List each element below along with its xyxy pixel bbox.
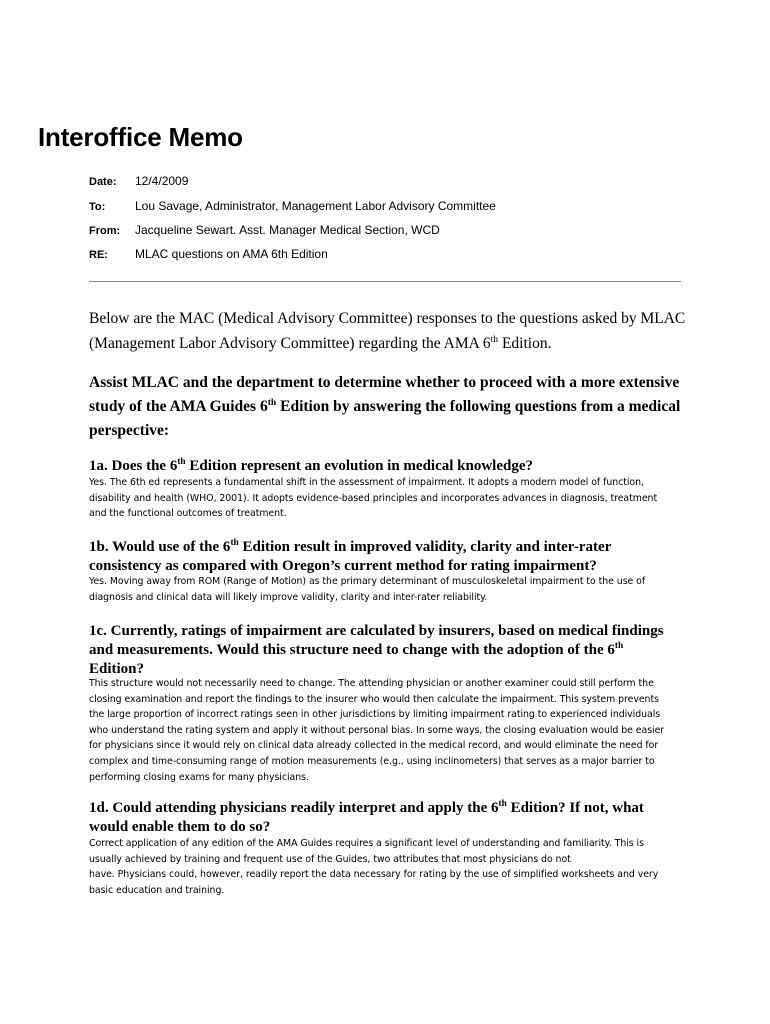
superscript: th	[490, 333, 499, 345]
assist-text: study of the AMA Guides 6	[89, 398, 268, 415]
header-divider	[89, 281, 681, 282]
question-text: Edition result in improved validity, clarity and inter-rater	[238, 539, 612, 555]
from-row	[89, 223, 440, 237]
re-label: RE:	[89, 249, 108, 261]
assist-line	[89, 395, 689, 419]
answer-line: Yes. Moving away from ROM (Range of Motion) as the primary determinant of musculoskeletal impairment to the use of	[89, 576, 646, 587]
answer-line: closing examination and report the findings to the insurer who would then calculate the impairment. This system prevents	[89, 693, 659, 705]
question-1a	[89, 457, 689, 476]
date-value: 12/4/2009	[135, 174, 189, 188]
question-line: would enable them to do so?	[89, 819, 271, 835]
date-row	[89, 174, 188, 188]
assist-line: perspective:	[89, 422, 170, 439]
question-1b	[89, 538, 689, 576]
answer-line: disability and health (WHO, 2001). It adopts evidence-based principles and incorporates advances in diagnosis, treatment	[89, 492, 658, 504]
question-1c	[89, 622, 689, 679]
question-line: 1c. Currently, ratings of impairment are calculated by insurers, based on medical findings	[89, 623, 664, 639]
memo-title: Interoffice Memo	[38, 122, 243, 152]
answer-line: have. Physicians could, however, readily report the data necessary for rating by the use of simplified worksheets and very	[89, 869, 659, 881]
intro-line	[89, 331, 689, 356]
re-value: MLAC questions on AMA 6th Edition	[135, 247, 328, 261]
re-row	[89, 247, 328, 261]
answer-line: complex and time-consuming range of motion measurements (e.g., using inclinometers) that serves as a major barrier to	[89, 755, 655, 767]
question-line: consistency as compared with Oregon’s current method for rating impairment?	[89, 558, 597, 574]
answer-line: basic education and training.	[89, 884, 225, 896]
answer-line: the large proportion of incorrect ratings seen in other jurisdictions by limiting impairment rating to experienced individuals	[89, 709, 661, 721]
answer-line: This structure would not necessarily need to change. The attending physician or another examiner could still perform the	[89, 678, 654, 689]
answer-1b	[89, 574, 679, 605]
from-value: Jacqueline Sewart. Asst. Manager Medical Section, WCD	[135, 223, 440, 237]
answer-1d	[89, 836, 679, 898]
answer-line: usually achieved by training and frequent use of the Guides, two attributes that most physicians do not	[89, 853, 571, 865]
answer-1a	[89, 475, 679, 522]
superscript: th	[498, 799, 507, 809]
intro-paragraph	[89, 306, 689, 356]
date-label: Date:	[89, 176, 117, 188]
superscript: th	[230, 538, 239, 548]
answer-line: who understand the rating system and apply it without personal bias. In some ways, the closing evaluation would be easier	[89, 724, 665, 736]
answer-line: and the functional outcomes of treatment.	[89, 508, 287, 520]
question-text: 1a. Does the 6	[89, 458, 178, 474]
intro-text: (Management Labor Advisory Committee) regarding the AMA 6	[89, 335, 491, 352]
question-text: Edition represent an evolution in medical knowledge?	[185, 458, 533, 474]
superscript: th	[614, 641, 624, 651]
question-line	[89, 641, 689, 660]
question-1d	[89, 799, 689, 837]
answer-line: for physicians since it would rely on clinical data already collected in the medical record, and would eliminate the need for	[89, 740, 659, 752]
superscript: th	[267, 396, 277, 408]
answer-line: Correct application of any edition of the AMA Guides requires a significant level of understanding and familiarity. This is	[89, 838, 644, 849]
answer-line: diagnosis and clinical data will likely improve validity, clarity and inter-rater reliability.	[89, 591, 488, 603]
assist-line: Assist MLAC and the department to determine whether to proceed with a more extensive	[89, 374, 680, 391]
question-text: Edition? If not, what	[506, 800, 644, 816]
to-value: Lou Savage, Administrator, Management Labor Advisory Committee	[135, 199, 496, 213]
answer-line: Yes. The 6th ed represents a fundamental shift in the assessment of impairment. It adopts a modern model of function,	[89, 477, 644, 488]
answer-1c	[89, 676, 679, 785]
question-line	[89, 538, 689, 557]
intro-line: Below are the MAC (Medical Advisory Committee) responses to the questions asked by MLAC	[89, 310, 686, 327]
question-text: and measurements. Would this structure need to change with the adoption of the 6	[89, 642, 615, 658]
intro-text: Edition.	[498, 335, 552, 352]
superscript: th	[177, 457, 186, 467]
to-label: To:	[89, 201, 106, 213]
to-row	[89, 199, 496, 213]
question-text: 1b. Would use of the 6	[89, 539, 231, 555]
assist-text: Edition by answering the following questions from a medical	[276, 398, 681, 415]
assist-heading	[89, 371, 689, 443]
question-line: Edition?	[89, 661, 145, 677]
question-line	[89, 799, 689, 818]
answer-line: performing closing exams for many physicians.	[89, 771, 309, 783]
question-text: 1d. Could attending physicians readily interpret and apply the 6	[89, 800, 499, 816]
from-label: From:	[89, 225, 121, 237]
